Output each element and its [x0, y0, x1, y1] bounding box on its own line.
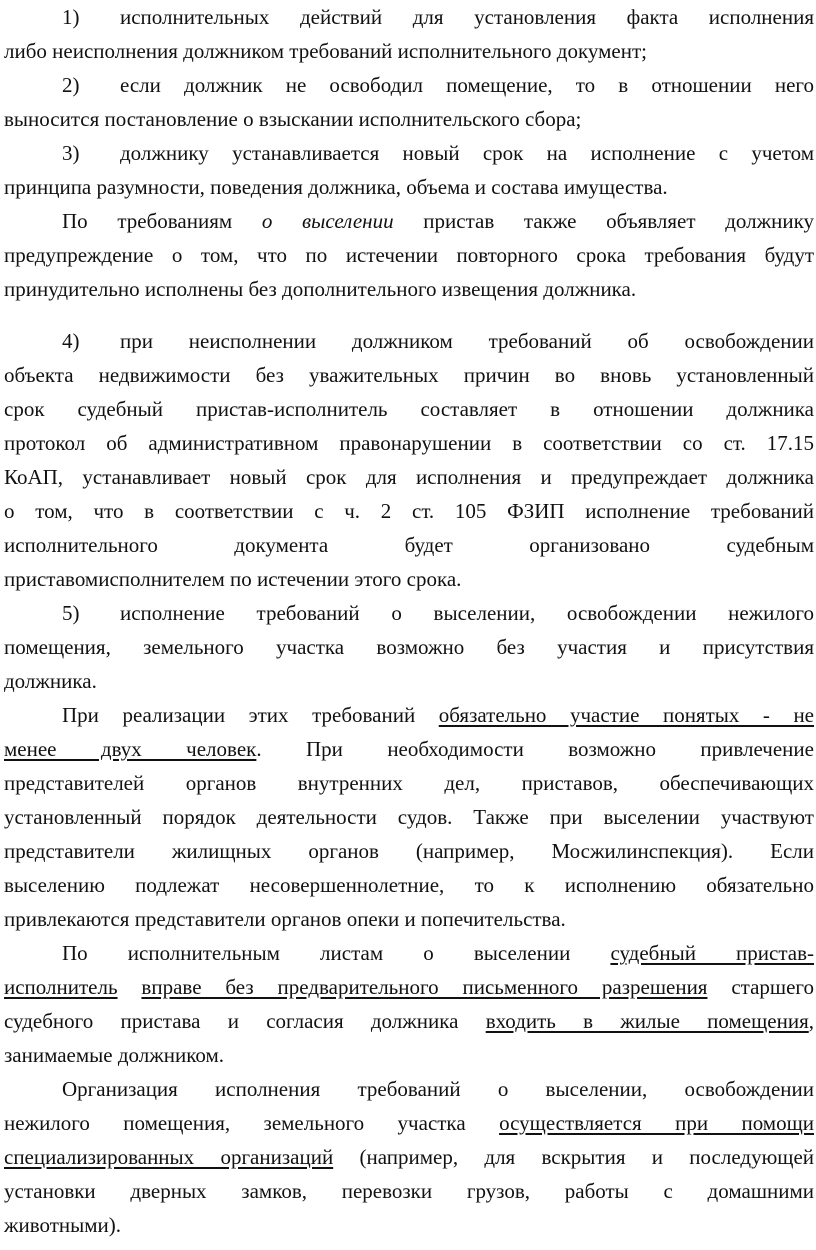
list-item-4-cont: КоАП, устанавливает новый срок для исполнения и предупреждает должника [4, 465, 814, 489]
underlined-phrase: обязательно участие понятых - не [438, 703, 815, 727]
paragraph-witnesses-line: привлекаются представители органов опеки и попечительства. [4, 907, 566, 931]
list-item-3-cont: принципа разумности, поведения должника, объема и состава имущества. [4, 175, 668, 199]
list-item-4-cont: исполнительного документа будет организовано судебным [4, 533, 814, 557]
underlined-phrase: специализированных организаций [4, 1145, 334, 1169]
paragraph-entry-line: занимаемые должником. [4, 1043, 224, 1067]
list-item-4-cont: приставомисполнителем по истечении этого срока. [4, 567, 462, 591]
underlined-phrase: менее двух человек [4, 737, 257, 761]
paragraph-witnesses-line: выселению подлежат несовершеннолетние, то к исполнению обязательно [4, 873, 814, 897]
paragraph-entry-line: исполнитель вправе без предварительного письменного разрешения старшего [4, 975, 815, 999]
list-item-4-cont: о том, что в соответствии с ч. 2 ст. 105 ФЗИП исполнение требований [4, 499, 814, 523]
underlined-phrase: входить в жилые помещения [485, 1009, 809, 1033]
paragraph-orgs-line: специализированных организаций (например, для вскрытия и последующей [4, 1145, 815, 1169]
list-item-4-cont: срок судебный пристав-исполнитель составляет в отношении должника [4, 397, 814, 421]
paragraph-eviction-line: По требованиям о выселении пристав также объявляет должнику [62, 209, 814, 233]
paragraph-witnesses-line: представители жилищных органов (например, Мосжилинспекция). Если [4, 839, 814, 863]
paragraph-entry-line: По исполнительным листам о выселении судебный пристав- [62, 941, 815, 965]
paragraph-entry-line: судебного пристава и согласия должника входить в жилые помещения, [4, 1009, 814, 1033]
paragraph-eviction-line: принудительно исполнены без дополнительного извещения должника. [4, 277, 637, 301]
paragraph-orgs-line: Организация исполнения требований о выселении, освобождении [62, 1077, 814, 1101]
underlined-phrase: осуществляется при помощи [499, 1111, 815, 1135]
paragraph-witnesses-line: установленный порядок деятельности судов. Также при выселении участвуют [4, 805, 814, 829]
list-item-5-cont: должника. [4, 669, 97, 693]
list-item-2-cont: выносится постановление о взыскании исполнительского сбора; [4, 107, 582, 131]
paragraph-orgs-line: нежилого помещения, земельного участка осуществляется при помощи [4, 1111, 815, 1135]
underlined-phrase: исполнитель [4, 975, 118, 999]
paragraph-eviction-line: предупреждение о том, что по истечении повторного срока требования будут [4, 243, 814, 267]
list-item-5-cont: помещения, земельного участка возможно без участия и присутствия [4, 635, 814, 659]
underlined-phrase: вправе без предварительного письменного разрешения [141, 975, 708, 999]
list-item-4-cont: объекта недвижимости без уважительных причин во вновь установленный [4, 363, 814, 387]
list-item-1-cont: либо неисполнения должником требований исполнительного документ; [4, 39, 647, 63]
list-item-5: 5) исполнение требований о выселении, освобождении нежилого [62, 601, 814, 625]
paragraph-orgs-line: животными). [4, 1213, 122, 1237]
eviction-emphasis: о выселении [261, 209, 394, 233]
paragraph-orgs-line: установки дверных замков, перевозки грузов, работы с домашними [4, 1179, 814, 1203]
list-item-4: 4) при неисполнении должником требований об освобождении [62, 329, 814, 353]
list-item-2: 2) если должник не освободил помещение, то в отношении него [62, 73, 814, 97]
list-item-3: 3) должнику устанавливается новый срок на исполнение с учетом [62, 141, 814, 165]
paragraph-witnesses-line: При реализации этих требований обязательно участие понятых - не [62, 703, 815, 727]
underlined-phrase: судебный пристав- [610, 941, 815, 965]
paragraph-witnesses-line: менее двух человек. При необходимости возможно привлечение [4, 737, 814, 761]
list-item-4-cont: протокол об административном правонарушении в соответствии со ст. 17.15 [4, 431, 814, 455]
paragraph-witnesses-line: представителей органов внутренних дел, приставов, обеспечивающих [4, 771, 814, 795]
list-item-1: 1) исполнительных действий для установления факта исполнения [62, 5, 814, 29]
